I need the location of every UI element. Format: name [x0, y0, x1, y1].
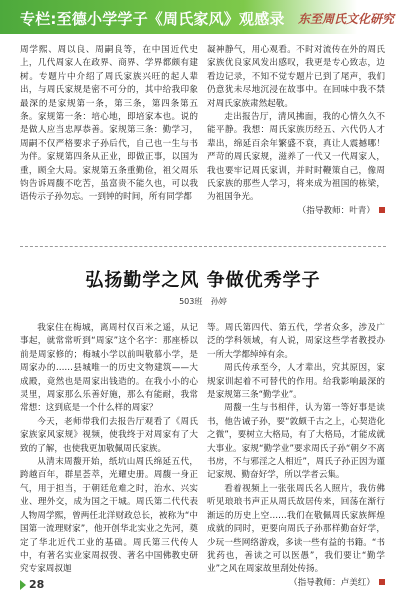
- signature-line: [207, 577, 385, 590]
- signature-line: [207, 205, 385, 218]
- paragraph: 我家住在梅城，离周村仅百米之遥，从记事起，就常常听到“周家”这个名字：那座桥以前是周家修的；梅城小学以前叫敬慕小学，是周家办的……县城唯一的历史文物建筑——大成殿，竟然也是周家出钱造的。在我小小的心灵里，周家那么乐善好施，那么有能耐，我常常想：这到底是一个什么样的周家？: [20, 323, 198, 414]
- paragraph: 看着视频上一张张周氏名人照片，我仿佛听见琅琅书声正从周氏故居传来，回荡在渐行渐远的历史上空……我们在敬佩周氏家族辉煌成就的同时，更要向周氏子孙那样勤奋好学，少玩一些网络游戏，多读一些有益的书籍。“书犹药也，善读之可以医愚”，我们要让“勤学业”之风在周家故里刮处传扬。: [207, 483, 385, 575]
- divider: [20, 246, 386, 247]
- paragraph: 周馥一生与书相伴，认为第一等好事是读书，他告诫子孙，要“敦颇千古之上，心契造化之微”，要树立大格局，有了大格局，才能成就大事业。家规“勤学业”要求周氏子孙“朝夕不离书房，不与邪淫之人相近”，周氏子孙正因为谨记家规、勤奋好学，所以学者云集。: [207, 403, 385, 481]
- end-marker-icon: [379, 207, 385, 213]
- page-number: [20, 578, 44, 591]
- class-name: 503班: [179, 297, 203, 306]
- brand-logo-text: 东至周氏文化研究: [297, 12, 394, 26]
- paragraph: 走出报告厅，清风拂面，我的心情久久不能平静。我想：周氏家族历经五、六代仍人才辈出，绵延百余年繁盛不衰，真让人震撼哪！严苛的周氏家规，滋养了一代又一代周家人，我也要牢记周氏家训，并时时鞭策自己，像周氏家族的那些人学习，将来成为祖国的栋梁，为祖国争光。: [207, 112, 385, 203]
- paragraph: 从清末周馥开始，纸坑山周氏绵延五代，跨越百年，群星荟萃，光耀史册。周馥一身正气，用于担当，于朝廷危难之时，治水、兴实业、理外交，成为国之干城。周氏第二代代表人物周学熙，曾两任北洋财政总长，被称为“中国第一流理财家”，他开创华北实业之先河，奠定了华北近代工业的基础。周氏第三代传人中，有著名实业家周叔弢、著名中国佛教史研究专家周叔迦: [20, 457, 198, 575]
- signature: （指导教师：叶青）: [297, 205, 375, 216]
- page-header: [0, 0, 406, 34]
- column-title: 专栏:至德小学学子《周氏家风》观感录: [20, 10, 285, 28]
- triangle-icon: [20, 580, 26, 590]
- top-article-column-1: [20, 44, 198, 205]
- top-article-column-2: [207, 44, 385, 218]
- end-marker-icon: [379, 579, 385, 585]
- paragraph: 等。周氏第四代、第五代，学者众多，涉及广泛的学科领域，有人说，周家这些学者教授办一所大学都绰绰有余。: [207, 323, 385, 360]
- page-number-text: 28: [29, 578, 45, 591]
- paragraph: 周氏传承至今，人才辈出，究其原因，家规家训起着不可替代的作用。给我影响最深的是家规第三条“勤学业”。: [207, 363, 385, 401]
- paragraph: 今天，老师带我们去报告厅观看了《周氏家族家风家规》视频，使我终于对周家有了大致的了解，也使我更加敬佩周氏家族。: [20, 416, 198, 454]
- article-title: 弘扬勤学之风 争做优秀学子: [85, 270, 321, 291]
- main-article-column-1: [20, 322, 198, 577]
- author-name: 孙婷: [210, 297, 227, 306]
- signature: （指导教师：卢美红）: [289, 577, 375, 588]
- paragraph: 凝神静气，用心观看。不时对流传在外的周氏家族优良家风发出感叹，我更是专心致志，边看边记录，不知不觉专题片已到了尾声，我们仍意犹未尽地沉浸在故事中。在回味中我不禁对周氏家族肃然起敬。: [207, 45, 385, 109]
- article-byline: [0, 296, 406, 307]
- paragraph: 周学熙、周以良、周嗣良等，在中国近代史上，几代周家人在政界、商界、学界都颇有建树。专题片中介绍了周氏家族兴旺的起人辈出，与周氏家规是密不可分的，其中给我印象最深的是家规第一条，第三条，第四条第五条。家规第一条：培心地，即培家本也。说的是做人应当忠厚恭善。家规第三条：勤学习，周嗣不仅严格要求子孙后代，自己也一生与书为伴。家规第四条从正业，即做正事，以国为重，顾全大局。家规第五条重勤俭，祖父周乐钧告诉周馥不吃苦，虽富贵不能久也，可以我语传示子孙勿忘。一到钟的时间，所有同学都: [20, 45, 198, 203]
- main-article-column-2: [207, 322, 385, 590]
